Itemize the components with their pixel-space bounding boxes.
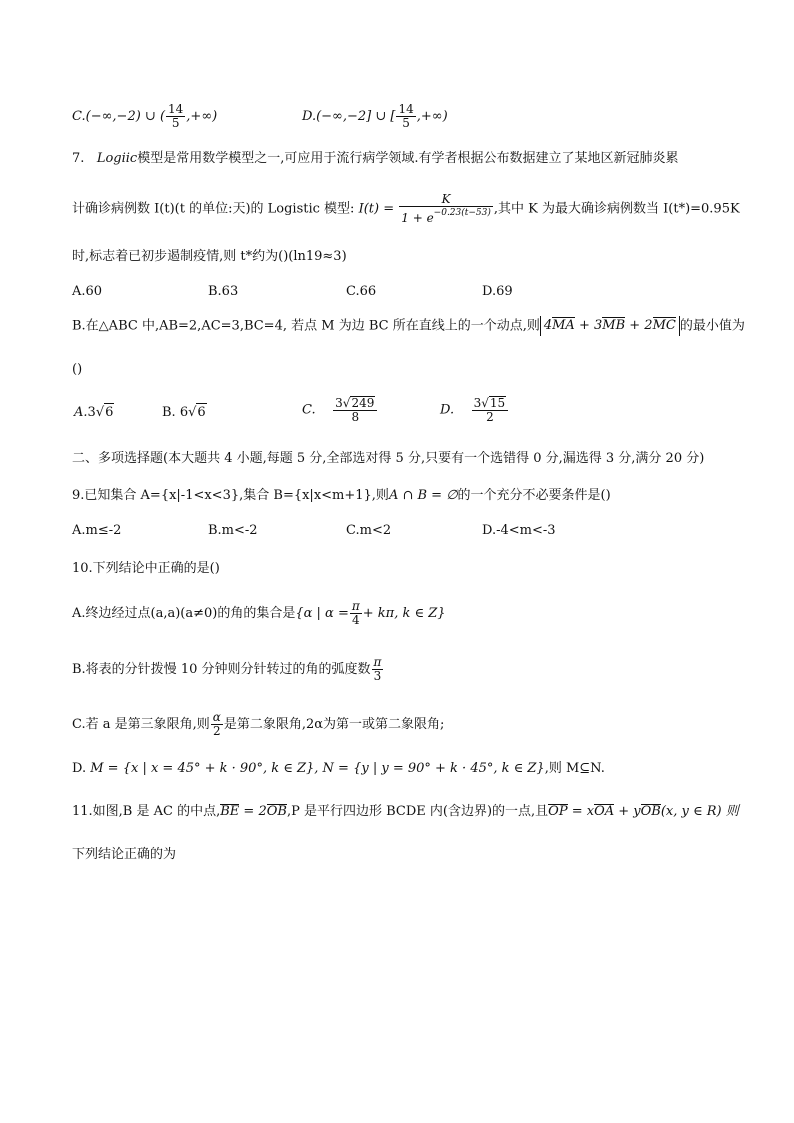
q8-option-a[interactable]: A.3√6 bbox=[74, 405, 114, 420]
q7-line2: 计确诊病例数 I(t)(t 的单位:天)的 Logistic 模型: I(t) = $\frac{K}{1 + e^{-0.23(t-53)}}$ ,其中 K 为最大确诊病例数当 I(t*)=0.95K bbox=[72, 192, 740, 225]
q11-line1: 11.如图,B 是 AC 的中点,BE = 2OB,P 是平行四边形 BCDE 内(含边界)的一点,且OP = xOA + yOB(x, y ∈ R) 则 bbox=[72, 804, 739, 819]
q10-option-b[interactable]: B.将表的分针拨慢 10 分钟则分针转过的角的弧度数 $\frac{\pi}{3}$ bbox=[72, 655, 382, 683]
fraction: $\frac{3√15}{2}$ bbox=[472, 396, 509, 424]
q9-option-a[interactable]: A.m≤-2 bbox=[72, 523, 122, 538]
vector-abs-expression: 4MA + 3MB + 2MC bbox=[540, 316, 680, 336]
q8-option-c[interactable]: C. $\frac{3√249}{8}$ bbox=[302, 396, 378, 424]
q8-option-d[interactable]: D. $\frac{3√15}{2}$ bbox=[440, 396, 509, 424]
q8-option-b[interactable]: B. 6√6 bbox=[162, 405, 206, 420]
fraction: $\frac{\alpha}{2}$ bbox=[212, 710, 221, 738]
fraction: $\frac{\pi}{3}$ bbox=[373, 655, 382, 683]
q8-line2: () bbox=[72, 362, 83, 377]
q6-option-c[interactable]: C.(−∞,−2) ∪ ( $\frac{14}{5}$ ,+∞) bbox=[72, 102, 218, 130]
q7-option-c[interactable]: C.66 bbox=[346, 284, 377, 299]
logistic-fraction: $\frac{K}{1 + e^{-0.23(t-53)}}$ bbox=[401, 192, 491, 225]
q7-option-b[interactable]: B.63 bbox=[208, 284, 239, 299]
q8-line1: B.在△ABC 中,AB=2,AC=3,BC=4, 若点 M 为边 BC 所在直线上的一个动点,则 4MA + 3MB + 2MC 的最小值为 bbox=[72, 316, 745, 336]
fraction: $\frac{14}{5}$ bbox=[398, 102, 414, 130]
fraction: $\frac{3√249}{8}$ bbox=[333, 396, 377, 424]
q11-line2: 下列结论正确的为 bbox=[72, 847, 177, 862]
q9-option-d[interactable]: D.-4<m<-3 bbox=[482, 523, 556, 538]
fraction: $\frac{14}{5}$ bbox=[168, 102, 184, 130]
q9-option-b[interactable]: B.m<-2 bbox=[208, 523, 258, 538]
q7-option-a[interactable]: A.60 bbox=[72, 284, 103, 299]
q7-option-d[interactable]: D.69 bbox=[482, 284, 513, 299]
section-heading: 二、多项选择题(本大题共 4 小题,每题 5 分,全部选对得 5 分,只要有一个选错得 0 分,漏选得 3 分,满分 20 分) bbox=[72, 451, 705, 466]
q7-line3: 时,标志着已初步遏制疫情,则 t*约为()(ln19≈3) bbox=[72, 249, 347, 264]
q10-option-d[interactable]: D. M = {x | x = 45° + k · 90°, k ∈ Z}, N = {y | y = 90° + k · 45°, k ∈ Z},则 M⊆N. bbox=[72, 761, 605, 776]
q9-stem: 9.已知集合 A={x|-1<x<3},集合 B={x|x<m+1},则A ∩ B = ∅的一个充分不必要条件是() bbox=[72, 488, 611, 503]
q10-stem: 10.下列结论中正确的是() bbox=[72, 561, 220, 576]
q6-option-d[interactable]: D.(−∞,−2] ∪ [ $\frac{14}{5}$ ,+∞) bbox=[302, 102, 448, 130]
q10-option-c[interactable]: C.若 a 是第三象限角,则 $\frac{\alpha}{2}$ 是第二象限角,2α为第一或第二象限角; bbox=[72, 710, 445, 738]
fraction: $\frac{\pi}{4}$ bbox=[351, 599, 360, 627]
q10-option-a[interactable]: A.终边经过点(a,a)(a≠0)的角的集合是{α | α = $\frac{\pi}{4}$ + kπ, k ∈ Z} bbox=[72, 599, 446, 627]
q9-option-c[interactable]: C.m<2 bbox=[346, 523, 392, 538]
q7-line1: 7. Logiic模型是常用数学模型之一,可应用于流行病学领域.有学者根据公布数据建立了某地区新冠肺炎累 bbox=[72, 151, 679, 166]
